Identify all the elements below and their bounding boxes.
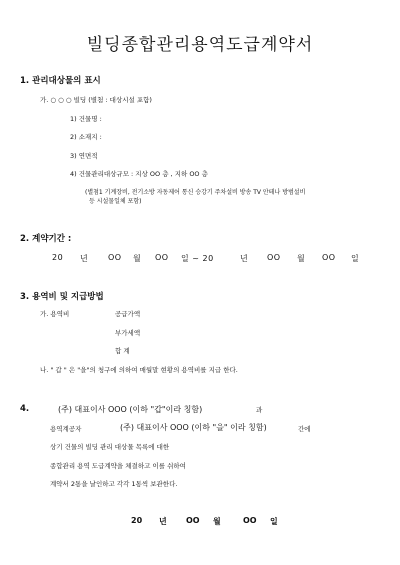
section3-heading: 3. 용역비 및 지급방법 xyxy=(20,292,104,302)
section1-heading: 1. 관리대상물의 표시 xyxy=(20,76,101,86)
section1-ga: 가. ○ ○ ○ 빌딩 (별첨 : 대상시설 포함) xyxy=(40,96,152,104)
total-label: 합 계 xyxy=(115,347,130,355)
contract-end-day-unit: 일 xyxy=(351,254,360,263)
supply-amount-label: 공급가액 xyxy=(115,310,141,318)
contract-range: 일 ~ 20 xyxy=(181,254,214,263)
address-label: 2) 소재지 : xyxy=(70,133,102,141)
document-title: 빌딩종합관리용역도급계약서 xyxy=(86,35,314,55)
sign-month: OO xyxy=(186,516,200,525)
agreement-line-3: 계약서 2통을 날인하고 각각 1통씩 보관한다. xyxy=(50,480,178,488)
contractor-label: 용역계공자 xyxy=(50,425,82,433)
sign-year: 20 xyxy=(131,516,143,525)
section4-number: 4. xyxy=(20,404,30,414)
party-b-suffix: 간에 xyxy=(298,425,311,433)
sign-day-unit: 일 xyxy=(270,517,278,526)
sign-day: OO xyxy=(243,516,257,525)
party-a-suffix: 과 xyxy=(256,406,263,414)
contract-start-year-unit: 년 xyxy=(80,254,89,263)
party-b-line: (주) 대표이사 OOO (이하 "을" 이라 칭함) xyxy=(120,423,267,432)
contract-end-day: OO xyxy=(322,253,336,262)
payment-method-text: 나. " 갑 " 은 "을"의 청구에 의하여 매월말 현황의 용역비를 지급 한다. xyxy=(40,366,238,374)
party-a-line: (주) 대표이사 OOO (이하 "갑"이라 칭함) xyxy=(58,405,203,414)
building-scale-label: 4) 건물관리대상규모 : 지상 OO 층 , 지하 OO 층 xyxy=(70,170,208,178)
attachment-note-line1: (별첨1 기계장비, 전기소방 자동제어 통신 승강기 주차설비 방송 TV 안테나 방범설비 xyxy=(85,189,306,196)
agreement-line-2: 종합관리 용역 도급계약을 체결하고 이를 쉬하여 xyxy=(50,462,186,470)
sign-year-unit: 년 xyxy=(159,517,167,526)
agreement-line-1: 상기 건물의 빌딩 관리 대상물 목록에 대한 xyxy=(50,443,170,451)
attachment-note-line2: 등 시설물일체 포함) xyxy=(89,198,142,205)
contract-start-year: 20 xyxy=(52,253,64,262)
contract-start-day: OO xyxy=(155,253,169,262)
floor-area-label: 3) 연면적 xyxy=(70,152,98,160)
sign-month-unit: 월 xyxy=(213,517,221,526)
section2-heading: 2. 계약기간 : xyxy=(20,234,72,244)
vat-amount-label: 부가세액 xyxy=(115,329,141,337)
service-fee-label: 가. 용역비 xyxy=(40,310,70,318)
contract-end-month-unit: 월 xyxy=(297,254,306,263)
contract-end-month: OO xyxy=(267,253,281,262)
contract-start-month: OO xyxy=(108,253,122,262)
contract-end-year-unit: 년 xyxy=(240,254,249,263)
contract-start-month-unit: 월 xyxy=(133,254,142,263)
building-name-label: 1) 건물명 : xyxy=(70,115,102,123)
